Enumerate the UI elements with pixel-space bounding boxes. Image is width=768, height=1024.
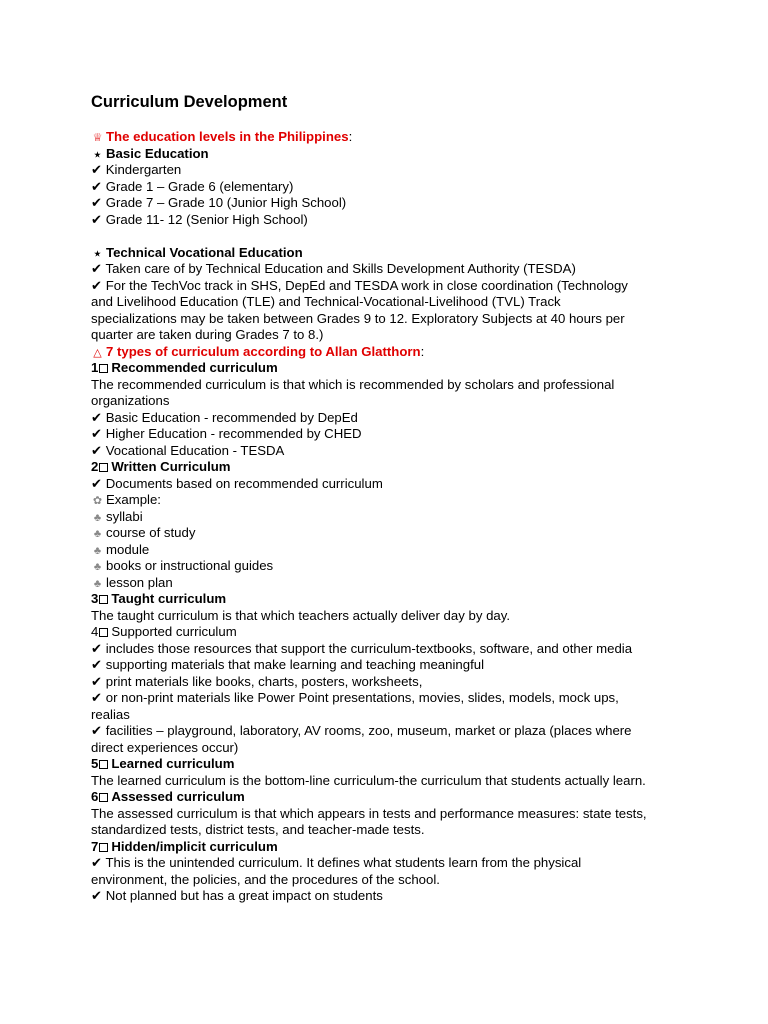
list-item [91, 443, 691, 460]
list-item [91, 410, 691, 427]
type-number: 1 [91, 360, 99, 375]
list-item-text: includes those resources that support the curriculum-textbooks, software, and other media [105, 640, 633, 656]
check-icon: ✔ [91, 673, 103, 689]
levels-heading-colon: : [348, 129, 353, 144]
star-icon: ⭑ [94, 247, 101, 260]
type-2-heading [91, 459, 691, 476]
type-number: 7 [91, 838, 99, 854]
check-icon: ✔ [91, 261, 103, 276]
trophy-icon: ♕ [92, 132, 103, 144]
example-item-text: lesson plan [106, 574, 173, 590]
example-item [91, 525, 691, 542]
star-icon: ⭑ [94, 148, 101, 161]
list-item [91, 674, 691, 691]
example-item [91, 558, 691, 575]
basic-education-text: Basic Education [106, 145, 209, 161]
list-item-text: Kindergarten [105, 162, 182, 177]
example-item [91, 575, 691, 592]
list-item-text: Documents based on recommended curriculum [105, 475, 383, 491]
checkbox-icon [99, 595, 108, 604]
people-icon: ♣ [93, 561, 102, 573]
check-icon: ✔ [91, 640, 103, 656]
type-7-heading [91, 839, 691, 856]
paragraph-line: and Livelihood Education (TLE) and Technical-Vocational-Livelihood (TVL) Track [91, 294, 561, 309]
type-label: Assessed curriculum [111, 789, 245, 804]
check-icon: ✔ [91, 690, 103, 705]
list-item-text: print materials like books, charts, posters, worksheets, [105, 673, 423, 689]
checkbox-icon [99, 628, 108, 637]
list-item [91, 278, 691, 295]
paragraph-line: environment, the policies, and the procedures of the school. [91, 871, 440, 887]
example-item-text: course of study [106, 525, 196, 540]
type-label: Hidden/implicit curriculum [111, 838, 278, 854]
check-icon: ✔ [91, 162, 103, 177]
list-item-text: Grade 7 – Grade 10 (Junior High School) [105, 195, 347, 210]
paragraph-line: direct experiences occur) [91, 739, 239, 755]
example-item-text: books or instructional guides [106, 558, 274, 573]
document-body [91, 129, 691, 905]
list-item-text: Basic Education - recommended by DepEd [105, 409, 358, 425]
checkbox-icon [99, 364, 108, 373]
list-item [91, 426, 691, 443]
list-item-text: Grade 1 – Grade 6 (elementary) [105, 178, 294, 194]
checkbox-icon [99, 760, 108, 769]
list-item [91, 261, 691, 278]
type-3-heading [91, 591, 691, 608]
type-number: 6 [91, 789, 99, 804]
basic-education-label [91, 146, 691, 163]
check-icon: ✔ [91, 277, 103, 293]
paragraph-line: realias [91, 706, 130, 722]
types-heading [91, 344, 691, 361]
example-label [91, 492, 691, 509]
check-icon: ✔ [91, 426, 103, 441]
list-item [91, 476, 691, 493]
list-item-text: or non-print materials like Power Point presentations, movies, slides, models, mock ups, [105, 690, 619, 705]
example-item-text: module [106, 541, 150, 557]
page-title: Curriculum Development [91, 93, 288, 111]
checkbox-icon [99, 793, 108, 802]
techvoc-text: Technical Vocational Education [106, 244, 303, 260]
people-icon: ♣ [93, 511, 102, 524]
list-item-text: Grade 11- 12 (Senior High School) [105, 211, 308, 227]
example-item [91, 542, 691, 559]
paragraph-line: The taught curriculum is that which teachers actually deliver day by day. [91, 607, 511, 623]
check-icon: ✔ [91, 178, 103, 194]
list-item [91, 195, 691, 212]
check-icon: ✔ [91, 888, 103, 903]
check-icon: ✔ [91, 211, 103, 227]
list-item-text: supporting materials that make learning and teaching meaningful [105, 657, 485, 672]
check-icon: ✔ [91, 195, 103, 210]
type-4-heading [91, 624, 691, 641]
techvoc-label [91, 245, 691, 262]
type-number: 3 [91, 591, 99, 606]
list-item-text: Not planned but has a great impact on students [105, 888, 383, 903]
type-label: Taught curriculum [111, 591, 227, 606]
list-item-text: Higher Education - recommended by CHED [105, 426, 362, 441]
list-item-text: For the TechVoc track in SHS, DepEd and TESDA work in close coordination (Technology [105, 277, 628, 293]
paragraph-line: organizations [91, 393, 170, 408]
paragraph-line: quarter are taken during Grades 7 to 8.) [91, 327, 324, 342]
type-number: 5 [91, 756, 99, 771]
type-label: Written Curriculum [111, 459, 231, 474]
people-icon: ♣ [93, 544, 102, 557]
people-icon: ♣ [93, 577, 102, 590]
check-icon: ✔ [91, 475, 103, 491]
check-icon: ✔ [91, 442, 103, 458]
paragraph-line: standardized tests, district tests, and teacher-made tests. [91, 822, 425, 837]
type-1-heading [91, 360, 691, 377]
list-item-text: Vocational Education - TESDA [105, 442, 285, 458]
paragraph-line: specializations may be taken between Grades 9 to 12. Exploratory Subjects at 40 hours per [91, 310, 625, 326]
list-item [91, 179, 691, 196]
list-item-text: This is the unintended curriculum. It defines what students learn from the physical [105, 855, 582, 870]
paragraph-line: The learned curriculum is the bottom-line curriculum-the curriculum that students actually learn. [91, 772, 646, 788]
type-5-heading [91, 756, 691, 773]
people-icon: ♣ [93, 528, 102, 540]
type-label: Recommended curriculum [111, 360, 278, 375]
paragraph-line: The assessed curriculum is that which appears in tests and performance measures: state tests, [91, 805, 647, 821]
list-item [91, 162, 691, 179]
levels-heading-text: The education levels in the Philippines [106, 129, 349, 144]
warning-triangle-icon: △ [93, 346, 102, 359]
spacer [91, 228, 691, 245]
check-icon: ✔ [91, 409, 103, 425]
example-item [91, 509, 691, 526]
example-item-text: syllabi [106, 508, 143, 524]
type-number: 2 [91, 459, 99, 474]
checkbox-icon [99, 843, 108, 852]
paragraph-line: The recommended curriculum is that which is recommended by scholars and professional [91, 376, 615, 392]
list-item [91, 657, 691, 674]
puzzle-icon: ✿ [92, 495, 103, 507]
types-heading-text: 7 types of curriculum according to Allan Glatthorn [106, 343, 421, 359]
check-icon: ✔ [91, 657, 103, 672]
list-item [91, 855, 691, 872]
list-item-text: Taken care of by Technical Education and Skills Development Authority (TESDA) [105, 261, 576, 276]
type-6-heading [91, 789, 691, 806]
check-icon: ✔ [91, 855, 103, 870]
list-item [91, 641, 691, 658]
example-label-text: Example: [106, 492, 161, 507]
types-heading-colon: : [420, 343, 425, 359]
list-item [91, 723, 691, 740]
list-item [91, 212, 691, 229]
list-item [91, 690, 691, 707]
list-item [91, 888, 691, 905]
type-label: Learned curriculum [111, 756, 235, 771]
check-icon: ✔ [91, 723, 103, 738]
levels-heading [91, 129, 691, 146]
checkbox-icon [99, 463, 108, 472]
type-label: Supported curriculum [111, 624, 237, 639]
list-item-text: facilities – playground, laboratory, AV rooms, zoo, museum, market or plaza (places where [105, 723, 632, 738]
type-number: 4 [91, 624, 99, 639]
